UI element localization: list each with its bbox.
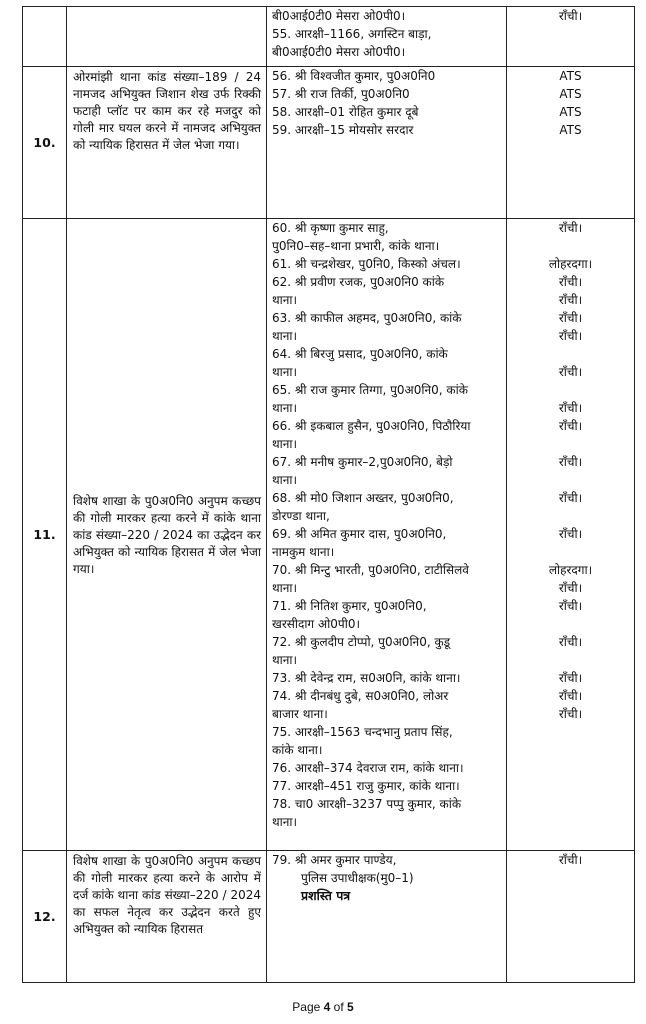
place-line: राँची। <box>558 419 583 433</box>
place-line: राँची। <box>558 671 583 685</box>
officer-line: नामकुम थाना। <box>272 545 335 559</box>
place-line: ATS <box>559 123 582 137</box>
place-line: ATS <box>559 105 582 119</box>
description-cell <box>67 67 267 219</box>
place-cell <box>507 67 635 219</box>
place-line: राँची। <box>558 635 583 649</box>
footer-page-number: 4 <box>323 1000 331 1014</box>
officer-line: 77. आरक्षी–451 राजु कुमार, कांके थाना। <box>272 779 460 793</box>
officer-line: थाना। <box>272 329 298 343</box>
officer-line: थाना। <box>272 437 298 451</box>
place-line: राँची। <box>558 455 583 469</box>
description-text: विशेष शाखा के पु0अ0नि0 अनुपम कच्छप की गोली मारकर हत्या करने के आरोप में दर्ज कांके थाना कांड संख्या–220 / 2024 का सफल नेतृत्व कर उद्भेदन करते हुए अभियुक्त को न्यायिक हिरासत <box>73 854 261 936</box>
officer-line: बी0आई0टी0 मेसरा ओ0पी0। <box>272 9 406 23</box>
officer-line: 78. चा0 आरक्षी–3237 पप्पु कुमार, कांके <box>272 797 462 811</box>
officer-line: कांके थाना। <box>272 743 323 757</box>
officer-line: थाना। <box>272 653 298 667</box>
officer-line: 67. श्री मनीष कुमार–2,पु0अ0नि0, बेड़ो <box>272 455 453 469</box>
award-table <box>22 6 635 983</box>
officer-line: 56. श्री विश्वजीत कुमार, पु0अ0नि0 <box>272 69 436 83</box>
officer-line: 62. श्री प्रवीण रजक, पु0अ0नि0 कांके <box>272 275 445 289</box>
table-row <box>23 851 635 983</box>
table-row <box>23 67 635 219</box>
place-line: ATS <box>559 69 582 83</box>
serial-number <box>23 7 67 67</box>
officer-line: 71. श्री नितिश कुमार, पु0अ0नि0, <box>272 599 427 613</box>
description-cell <box>67 219 267 851</box>
officers-cell <box>267 851 507 983</box>
place-line: लोहरदगा। <box>548 563 593 577</box>
place-line: राँची। <box>558 707 583 721</box>
place-line: ATS <box>559 87 582 101</box>
officer-line: 55. आरक्षी–1166, अगस्टिन बाड़ा, <box>272 27 432 41</box>
officer-line: 75. आरक्षी–1563 चन्दभानु प्रताप सिंह, <box>272 725 453 739</box>
officer-line: 60. श्री कृष्णा कुमार साहु, <box>272 221 389 235</box>
officer-line: डोरण्डा थाना, <box>272 509 330 523</box>
serial-number: 11. <box>23 219 67 851</box>
serial-number: 10. <box>23 67 67 219</box>
officer-line: बी0आई0टी0 मेसरा ओ0पी0। <box>272 45 406 59</box>
officers-cell <box>267 67 507 219</box>
place-line: राँची। <box>558 221 583 235</box>
officer-line: 70. श्री मिन्टु भारती, पु0अ0नि0, टाटीसिलवे <box>272 563 469 577</box>
place-line: राँची। <box>558 275 583 289</box>
officer-line: पु0नि0–सह–थाना प्रभारी, कांके थाना। <box>272 239 440 253</box>
officer-line: 68. श्री मो0 जिशान अख्तर, पु0अ0नि0, <box>272 491 454 505</box>
description-text: ओरमांझी थाना कांड संख्या–189 / 24 नामजद अभियुक्त जिशान शेख उर्फ रिक्की फटाही प्लॉट पर काम कर रहे मजदुर को गोली मार घयल करने में नामजद अभियुक्त को न्यायिक हिरासत में जेल भेजा गया। <box>73 70 261 152</box>
place-line: राँची। <box>558 689 583 703</box>
place-cell <box>507 7 635 67</box>
officer-line: 57. श्री राज तिर्की, पु0अ0नि0 <box>272 87 410 101</box>
officer-line: 65. श्री राज कुमार तिग्गा, पु0अ0नि0, कांके <box>272 383 468 397</box>
place-line: राँची। <box>558 491 583 505</box>
place-line: राँची। <box>558 9 583 23</box>
officer-line: 61. श्री चन्द्रशेखर, पु0नि0, किस्को अंचल। <box>272 257 461 271</box>
place-line <box>507 651 634 669</box>
place-line: राँची। <box>558 581 583 595</box>
officer-line: 59. आरक्षी–15 मोयसोर सरदार <box>272 123 414 137</box>
place-line: राँची। <box>558 401 583 415</box>
place-line: लोहरदगा। <box>548 257 593 271</box>
officer-line: 76. आरक्षी–374 देवराज राम, कांके थाना। <box>272 761 464 775</box>
place-line <box>507 471 634 489</box>
officer-line: 72. श्री कुलदीप टोप्पो, पु0अ0नि0, कुडू <box>272 635 451 649</box>
place-line <box>507 615 634 633</box>
place-line <box>507 345 634 363</box>
officer-line: थाना। <box>272 815 298 829</box>
officer-line: 64. श्री बिरजु प्रसाद, पु0अ0नि0, कांके <box>272 347 448 361</box>
place-line <box>507 435 634 453</box>
description-cell <box>67 851 267 983</box>
place-cell <box>507 219 635 851</box>
award-label: प्रशस्ति पत्र <box>301 888 351 903</box>
place-line: राँची। <box>558 527 583 541</box>
footer-total-pages: 5 <box>347 1000 354 1014</box>
footer-prefix: Page <box>292 1000 324 1014</box>
officer-line: थाना। <box>272 293 298 307</box>
officer-line: बाजार थाना। <box>272 707 328 721</box>
officer-line: 69. श्री अमित कुमार दास, पु0अ0नि0, <box>272 527 447 541</box>
officer-line: 58. आरक्षी–01 रोहित कुमार दूबे <box>272 105 419 119</box>
officers-cell <box>267 7 507 67</box>
table-row <box>23 219 635 851</box>
place-line: राँची। <box>558 365 583 379</box>
table-row <box>23 7 635 67</box>
place-line <box>507 543 634 561</box>
officer-line: 63. श्री काफील अहमद, पु0अ0नि0, कांके <box>272 311 462 325</box>
officer-line: खरसीदाग ओ0पी0। <box>272 617 361 631</box>
place-line: राँची। <box>558 329 583 343</box>
officer-line: थाना। <box>272 581 298 595</box>
officer-line: थाना। <box>272 401 298 415</box>
place-line: राँची। <box>558 311 583 325</box>
place-line <box>507 507 634 525</box>
place-line <box>507 381 634 399</box>
officer-line: थाना। <box>272 365 298 379</box>
officer-line: 66. श्री इकबाल हुसैन, पु0अ0नि0, पिठौरिया <box>272 419 471 433</box>
officer-line: थाना। <box>272 473 298 487</box>
place-line: राँची। <box>558 599 583 613</box>
place-line <box>507 237 634 255</box>
officers-cell <box>267 219 507 851</box>
footer-middle: of <box>330 1000 348 1014</box>
officer-line: 79. श्री अमर कुमार पाण्डेय, <box>272 853 397 867</box>
officer-line: 74. श्री दीनबंधु दुबे, स0अ0नि0, लोअर <box>272 689 449 703</box>
place-line: राँची। <box>558 293 583 307</box>
description-text: विशेष शाखा के पु0अ0नि0 अनुपम कच्छप की गोली मारकर हत्या करने में कांके थाना कांड संख्या–220 / 2024 का उद्भेदन कर अभियुक्त को न्यायिक हिरासत में जेल भेजा गया। <box>73 494 261 576</box>
description-cell <box>67 7 267 67</box>
page-footer <box>0 1000 646 1014</box>
officer-line: 73. श्री देवेन्द्र राम, स0अ0नि, कांके थाना। <box>272 671 461 685</box>
place-cell <box>507 851 635 983</box>
serial-number: 12. <box>23 851 67 983</box>
officer-line: पुलिस उपाधीक्षक(मु0–1) <box>301 871 414 885</box>
place-line: राँची। <box>558 853 583 867</box>
